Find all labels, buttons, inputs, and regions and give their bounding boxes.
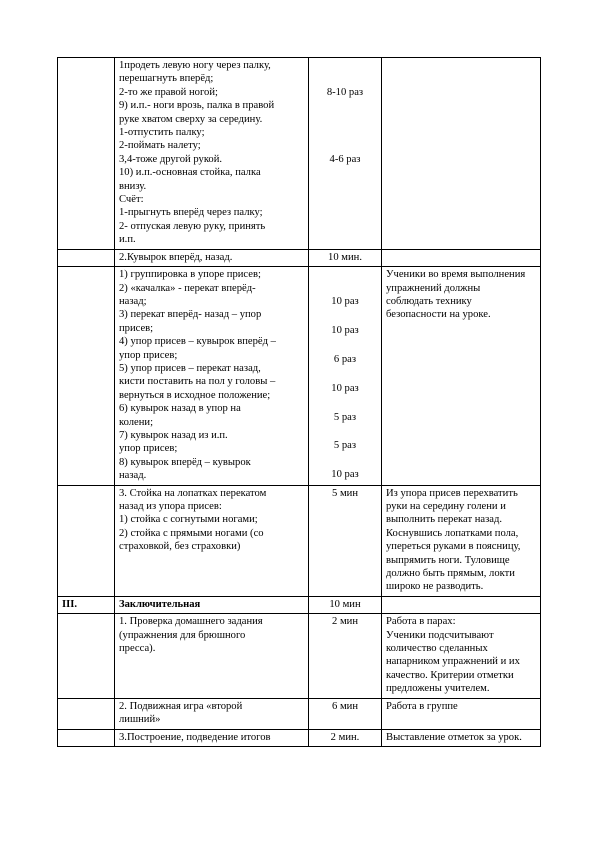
content-line: 2) стойка с прямыми ногами (со [119,527,264,539]
notes-cell [382,58,541,250]
content-line: 1. Проверка домашнего задания [119,616,263,628]
notes-cell [382,614,541,698]
content-line: руке хватом сверху за середину. [119,113,263,125]
content-cell: Заключительная [115,596,309,613]
dose-value: 8-10 раз [326,86,364,98]
dose-value: 10 раз [331,382,359,394]
note-line: количество сделанных [386,643,488,655]
table-row [58,729,541,746]
dose-cell: 10 мин [309,596,382,613]
stage-cell: III. [58,596,115,613]
notes-cell [382,267,541,486]
note-line: упражнений должны [386,282,481,294]
notes-cell: Выставление отметок за урок. [382,729,541,746]
note-line: Из упора присев перехватить [386,487,518,499]
content-line: 3) перекат вперёд- назад – упор [119,309,262,321]
stage-cell [58,614,115,698]
content-cell [115,58,309,250]
content-line: 2) «качалка» - перекат вперёд- [119,282,256,294]
content-cell [115,267,309,486]
stage-cell [58,267,115,486]
dose-cell: 2 мин [309,614,382,698]
content-cell [115,614,309,698]
content-line: (упражнения для брюшного [119,629,246,641]
content-line: страховкой, без страховки) [119,541,241,553]
stage-cell [58,485,115,596]
note-line: Ученики во время выполнения [386,269,526,281]
content-line: вернуться в исходное положение; [119,389,271,401]
notes-cell [382,249,541,266]
notes-cell [382,485,541,596]
content-line: 8) кувырок вперёд – кувырок [119,456,251,468]
content-line: 1продеть левую ногу через палку, [119,60,271,71]
table-row [58,58,541,250]
note-line: широко не разводить. [386,581,484,593]
note-line: руки на середину голени и [386,501,506,512]
content-line: колени; [119,416,154,428]
content-line: 2. Подвижная игра «второй [119,700,243,712]
content-line: 3. Стойка на лопатках перекатом [119,487,267,499]
content-line: 1-отпустить палку; [119,127,205,139]
table-row [58,698,541,729]
table-row [58,614,541,698]
dose-value: 5 раз [333,411,357,423]
dose-cell: 2 мин. [309,729,382,746]
content-line: назад из упора присев: [119,501,222,512]
dose-cell [309,267,382,486]
content-line: присев; [119,322,154,334]
dose-cell: 5 мин [309,485,382,596]
note-line: Коснувшись лопатками пола, [386,527,519,539]
content-line: внизу. [119,180,147,192]
note-line: предложены учителем. [386,683,490,695]
note-line: выполнить перекат назад. [386,514,503,526]
content-line: 1) группировка в упоре присев; [119,269,261,281]
note-line: Работа в парах: [386,616,456,628]
note-line: напарником упражнений и их [386,656,520,668]
table-row [58,249,541,266]
table-row [58,267,541,486]
dose-value: 5 раз [333,440,357,452]
note-line: выпрямить ноги. Туловище [386,554,510,566]
content-line: лишний» [119,714,161,726]
content-line: 3,4-тоже другой рукой. [119,153,223,165]
dose-value: 10 раз [331,324,359,336]
note-line: упереться руками в поясницу, [386,541,521,553]
note-line: Ученики подсчитывают [386,629,494,641]
dose-cell: 6 мин [309,698,382,729]
stage-cell [58,729,115,746]
content-line: кисти поставить на пол у головы – [119,376,276,388]
content-line: 6) кувырок назад в упор на [119,403,241,415]
content-line: пресса). [119,643,156,655]
notes-cell [382,596,541,613]
content-line: упор присев; [119,349,178,361]
content-line: Счёт: [119,194,144,206]
note-line: безопасности на уроке. [386,309,491,321]
table-row [58,596,541,613]
stage-cell [58,58,115,250]
content-line: перешагнуть вперёд; [119,73,214,85]
content-cell: 2.Кувырок вперёд, назад. [115,249,309,266]
content-cell: 3.Построение, подведение итогов [115,729,309,746]
dose-cell: 10 мин. [309,249,382,266]
content-line: 4) упор присев – кувырок вперёд – [119,336,276,348]
stage-cell [58,249,115,266]
content-line: 9) и.п.- ноги врозь, палка в правой [119,100,275,112]
dose-value: 10 раз [331,469,359,481]
content-line: 2-то же правой ногой; [119,86,218,98]
note-line: должно быть прямым, локти [386,568,515,580]
content-line: 1) стойка с согнутыми ногами; [119,514,258,526]
content-line: 10) и.п.-основная стойка, палка [119,167,261,179]
dose-cell [309,58,382,250]
stage-cell [58,698,115,729]
content-line: назад; [119,295,147,307]
lesson-plan-table [57,57,541,747]
note-line: соблюдать технику [386,295,472,307]
note-line: качество. Критерии отметки [386,669,514,681]
content-line: упор присев; [119,443,178,455]
dose-value: 4-6 раз [329,153,361,165]
notes-cell: Работа в группе [382,698,541,729]
content-line: 5) упор присев – перекат назад, [119,362,261,374]
dose-value: 6 раз [333,353,357,365]
content-line: назад. [119,470,147,482]
content-line: 2-поймать налету; [119,140,201,152]
content-cell [115,485,309,596]
table-row [58,485,541,596]
content-line: 2- отпуская левую руку, принять [119,220,266,232]
content-line: 7) кувырок назад из и.п. [119,429,228,441]
content-line: и.п. [119,234,136,246]
content-cell [115,698,309,729]
dose-value: 10 раз [331,295,359,307]
content-line: 1-прыгнуть вперёд через палку; [119,207,263,219]
